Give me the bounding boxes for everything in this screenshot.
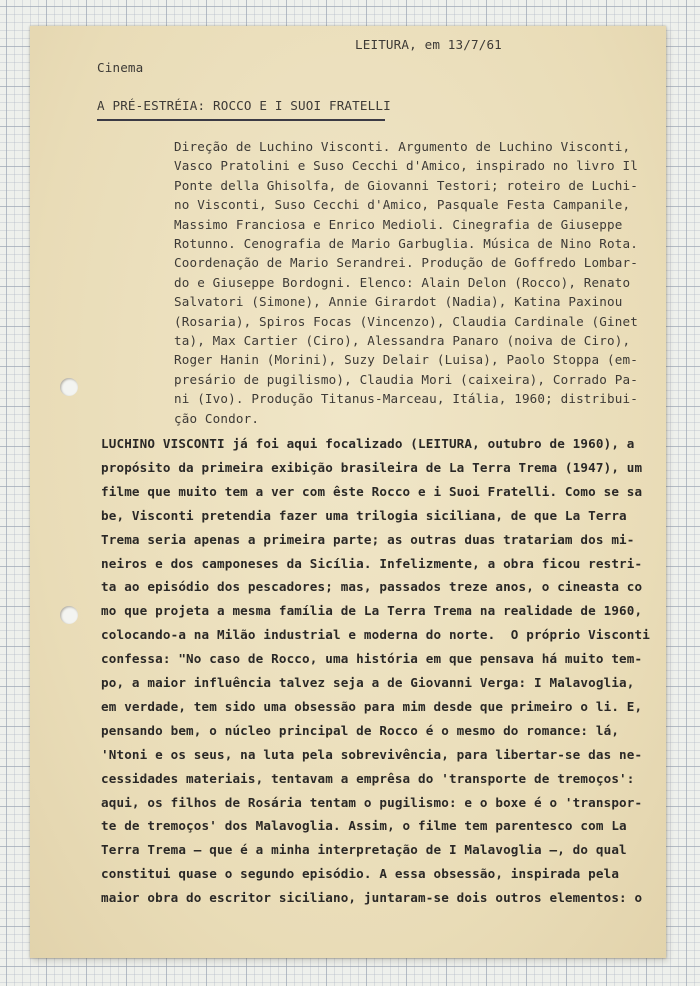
credits-line: Ponte della Ghisolfa, de Giovanni Testori; roteiro de Luchi- [174,177,638,193]
credits-line: Direção de Luchino Visconti. Argumento de Luchino Visconti, [174,139,631,154]
body-line: ta ao episódio dos pescadores; mas, passados treze anos, o cineasta co [101,579,643,595]
credits-line: do e Giuseppe Bordogni. Elenco: Alain Delon (Rocco), Renato [174,274,631,290]
punch-hole [60,606,78,624]
body-line: pensando bem, o núcleo principal de Rocco é o mesmo do romance: lá, [101,722,620,738]
body-line: Terra Trema — que é a minha interpretação de I Malavoglia —, do qual [101,842,627,858]
body-line: colocando-a na Milão industrial e moderna do norte. O próprio Visconti [101,627,650,643]
body-line: constitui quase o segundo episódio. A essa obsessão, inspirada pela [101,866,620,882]
punch-hole [60,378,78,396]
dateline: LEITURA, em 13/7/61 [355,37,502,52]
credits-line: Rotunno. Cenografia de Mario Garbuglia. Música de Nino Rota. [174,236,638,251]
body-line: be, Visconti pretendia fazer uma trilogia siciliana, de que La Terra [101,507,627,523]
body-line: Trema seria apenas a primeira parte; as outras duas tratariam dos mi- [101,531,635,547]
credits-line: Salvatori (Simone), Annie Girardot (Nadia), Katina Paxinou [174,294,623,310]
credits-line: ta), Max Cartier (Ciro), Alessandra Panaro (noiva de Ciro), [174,333,631,348]
body-line: em verdade, tem sido uma obsessão para mim desde que primeiro o li. E, [101,698,643,714]
body-line: 'Ntoni e os seus, na luta pela sobrevivência, para libertar-se das ne- [101,746,643,762]
section-label: Cinema [97,60,144,75]
page-title: A PRÉ-ESTRÉIA: ROCCO E I SUOI FRATELLI [97,98,391,113]
credits-line: presário de pugilismo), Claudia Mori (caixeira), Corrado Pa- [174,371,638,387]
body-line: propósito da primeira exibição brasileira de La Terra Trema (1947), um [101,459,643,475]
credits-line: Roger Hanin (Morini), Suzy Delair (Luisa), Paolo Stoppa (em- [174,352,638,368]
body-line: po, a maior influência talvez seja a de Giovanni Verga: I Malavoglia, [101,675,635,690]
credits-line: ni (Ivo). Produção Titanus-Marceau, Itália, 1960; distribui- [174,391,638,407]
credits-line: (Rosaria), Spiros Focas (Vincenzo), Claudia Cardinale (Ginet [174,313,638,329]
body-line: mo que projeta a mesma família de La Terra Trema na realidade de 1960, [101,603,643,619]
body-line: neiros e dos camponeses da Sicília. Infelizmente, a obra ficou restri- [101,555,643,571]
credits-line: Massimo Franciosa e Enrico Medioli. Cinegrafia de Giuseppe [174,216,623,232]
title-underline [97,119,385,121]
body-line: confessa: "No caso de Rocco, uma história em que pensava há muito tem- [101,651,643,667]
body-line: filme que muito tem a ver com êste Rocco e i Suoi Fratelli. Como se sa [101,483,643,499]
credits-line: ção Condor. [174,410,260,426]
body-line: maior obra do escritor siciliano, juntaram-se dois outros elementos: o [101,890,643,906]
credits-line: Vasco Pratolini e Suso Cecchi d'Amico, inspirado no livro Il [174,158,638,174]
body-line: te de tremoços' dos Malavoglia. Assim, o filme tem parentesco com La [101,818,627,834]
body-line: aqui, os filhos de Rosária tentam o pugilismo: e o boxe é o 'transpor- [101,794,643,810]
credits-line: no Visconti, Suso Cecchi d'Amico, Pasquale Festa Campanile, [174,197,631,213]
credits-line: Coordenação de Mario Serandrei. Produção de Goffredo Lombar- [174,255,638,271]
body-line: cessidades materiais, tentavam a emprêsa do 'transporte de tremoços': [101,770,635,786]
body-line: LUCHINO VISCONTI já foi aqui focalizado (LEITURA, outubro de 1960), a [101,436,635,451]
